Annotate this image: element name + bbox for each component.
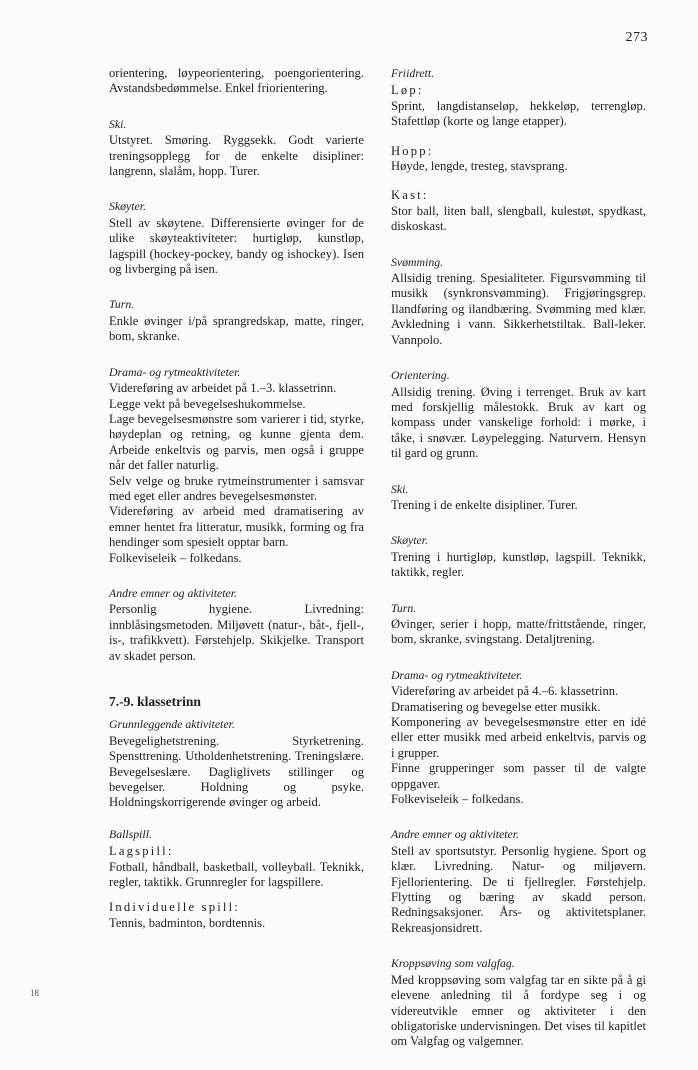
section-title: Svømming. <box>391 254 444 269</box>
section-title: Skøyter. <box>391 533 429 548</box>
section-ski <box>109 117 364 180</box>
section-title: Turn. <box>391 600 417 615</box>
section-turn <box>109 297 364 344</box>
section-ski <box>391 482 646 514</box>
page-number: 273 <box>625 30 648 45</box>
section-line: Selv velge og bruke rytmeinstrumenter i samsvar med eget eller andres bevegelsesmønster. <box>109 473 364 503</box>
section-line: Videreføring av arbeidet på 1.–3. klassetrinn. <box>109 381 337 396</box>
section-line: Dramatisering og bevegelse etter musikk. <box>391 699 601 714</box>
section-text: Personlig hygiene. Livredning: innblåsingsmetoden. Miljøvett (natur-, båt-, fjell-, is-, trafikkvett). Førstehjelp. Skikjelke. Transport av skadet person. <box>109 602 364 663</box>
subsection-title: Hopp: <box>391 143 434 158</box>
section-text: Med kroppsøving som valgfag tar en sikte på å gi elevene anledning til å fordype seg i og videreutvikle emner og aktiviteter i den obligatoriske undervisningen. Det vises til kapitlet om Valgfag og valgemner. <box>391 972 646 1049</box>
section-text: orientering, løypeorientering, poengorientering. Avstandsbedømmelse. Enkel friorientering. <box>109 66 364 96</box>
section-skoyter <box>391 533 646 580</box>
subsection-title: Løp: <box>391 83 424 98</box>
section-title: Orientering. <box>391 368 450 383</box>
section-title: Ski. <box>391 481 409 496</box>
section-skoyter <box>109 199 364 277</box>
section-valgfag <box>391 956 646 1049</box>
section-line: Videreføring av arbeid med dramatisering av emner hentet fra litteratur, musikk, forming og fra hendinger som spesielt opptar barn. <box>109 504 364 550</box>
section-title: Andre emner og aktiviteter. <box>391 827 519 842</box>
section-title: Drama- og rytmeaktiviteter. <box>109 364 241 379</box>
subsection-text: Tennis, badminton, bordtennis. <box>109 915 266 930</box>
section-andre-emner <box>109 586 364 664</box>
section-friidrett <box>391 66 646 235</box>
section-line: Komponering av bevegelsesmønstre etter en idé eller etter musikk med arbeid enkeltvis, parvis og i grupper. <box>391 715 646 760</box>
right-column <box>391 66 646 1070</box>
section-text: Trening i de enkelte disipliner. Turer. <box>391 497 578 512</box>
section-title: Skøyter. <box>109 199 147 214</box>
section-text: Stell av sportsutstyr. Personlig hygiene. Sport og klær. Livredning. Natur- og miljøvern. Fjellorientering. De ti fjellregler. Førstehjelp. Flytting og bæring av skadd person. Redningsaksjoner. Års- og aktivitetsplaner. Rekreasjonsidrett. <box>391 843 646 935</box>
subsection-text: Sprint, langdistanseløp, hekkeløp, terrengløp. Stafettløp (korte og lange etapper). <box>391 98 646 129</box>
section-text: Øvinger, serier i hopp, matte/frittstående, ringer, bom, skranke, svingstang. Detaljtrening. <box>391 616 646 647</box>
section-line: Videreføring av arbeidet på 4.–6. klassetrinn. <box>391 684 619 699</box>
subsection-text: Høyde, lengde, tresteg, stavsprang. <box>391 159 568 174</box>
section-title: Ski. <box>109 116 127 131</box>
section-grunnleggende <box>109 717 364 810</box>
section-title: Ballspill. <box>109 826 152 841</box>
section-ballspill <box>109 827 364 931</box>
section-text: Trening i hurtigløp, kunstløp, lagspill. Teknikk, taktikk, regler. <box>391 549 646 580</box>
section-svomming <box>391 255 646 348</box>
section-orientering <box>391 368 646 461</box>
section-title: Friidrett. <box>391 66 435 80</box>
footer-mark: 18 <box>30 988 39 998</box>
subsection-title: Kast: <box>391 188 429 203</box>
section-line: Lage bevegelsesmønstre som varierer i tid, styrke, høydeplan og retning, og kunne gjenta dem. Arbeide enkeltvis og parvis, men også i gruppe når det faller naturlig. <box>109 411 364 473</box>
section-text: Allsidig trening. Spesialiteter. Figursvømming til musikk (synkronsvømming). Frigjøringsgrep. Ilandføring og ilandbæring. Svømming med klær. Avkledning i vann. Sikkerhetstiltak. Ball-leker. Vannpolo. <box>391 271 646 347</box>
section-title: Drama- og rytmeaktiviteter. <box>391 667 523 682</box>
subsection-title: Lagspill: <box>109 844 174 859</box>
section-line: Folkeviseleik – folkedans. <box>109 550 242 565</box>
section-title: Kroppsøving som valgfag. <box>391 956 515 971</box>
section-andre-emner <box>391 827 646 936</box>
section-text: Utstyret. Smøring. Ryggsekk. Godt varierte treningsopplegg for de enkelte disipliner: langrenn, slalåm, hopp. Turer. <box>109 133 364 179</box>
section-line: Legge vekt på bevegelseshukommelse. <box>109 396 306 411</box>
section-title: Andre emner og aktiviteter. <box>109 585 237 600</box>
section-text: Stell av skøytene. Differensierte øvinger for de ulike skøyteaktiviteter: hurtigløp, kunstløp, lagspill (hockey-pockey, bandy og ishockey). Isen og livberging på isen. <box>109 215 364 277</box>
subsection-text: Fotball, håndball, basketball, volleyball. Teknikk, regler, taktikk. Grunnregler for lagspillere. <box>109 859 364 890</box>
subsection-text: Stor ball, liten ball, slengball, kulestøt, spydkast, diskoskast. <box>391 203 646 234</box>
chapter-title: 7.-9. klassetrinn <box>109 694 201 709</box>
subsection-title: Individuelle spill: <box>109 900 240 915</box>
section-title: Grunnleggende aktiviteter. <box>109 717 235 732</box>
section-drama <box>109 365 364 566</box>
section-line: Finne grupperinger som passer til de valgte oppgaver. <box>391 761 646 791</box>
section-text: Allsidig trening. Øving i terrenget. Bruk av kart med forskjellig målestokk. Bruk av kart og kompass under vanskelige forhold: i mørke, i tåke, i snøvær. Løypelegging. Naturvern. Hensyn til gard og grunn. <box>391 384 646 461</box>
section-title: Turn. <box>109 297 135 312</box>
section-line: Folkeviseleik – folkedans. <box>391 792 524 807</box>
left-column <box>109 66 364 951</box>
section-text: Bevegelighetstrening. Styrketrening. Spensttrening. Utholdenhetstrening. Treningslære. Bevegelseslære. Dagliglivets stillinger og bevegelser. Holdning og psyke. Holdningskorrigerende øvinger og arbeid. <box>109 733 364 810</box>
section-text: Enkle øvinger i/på sprangredskap, matte, ringer, bom, skranke. <box>109 313 364 344</box>
section-orientering-continued <box>109 66 364 97</box>
section-drama <box>391 668 646 808</box>
section-turn <box>391 601 646 648</box>
